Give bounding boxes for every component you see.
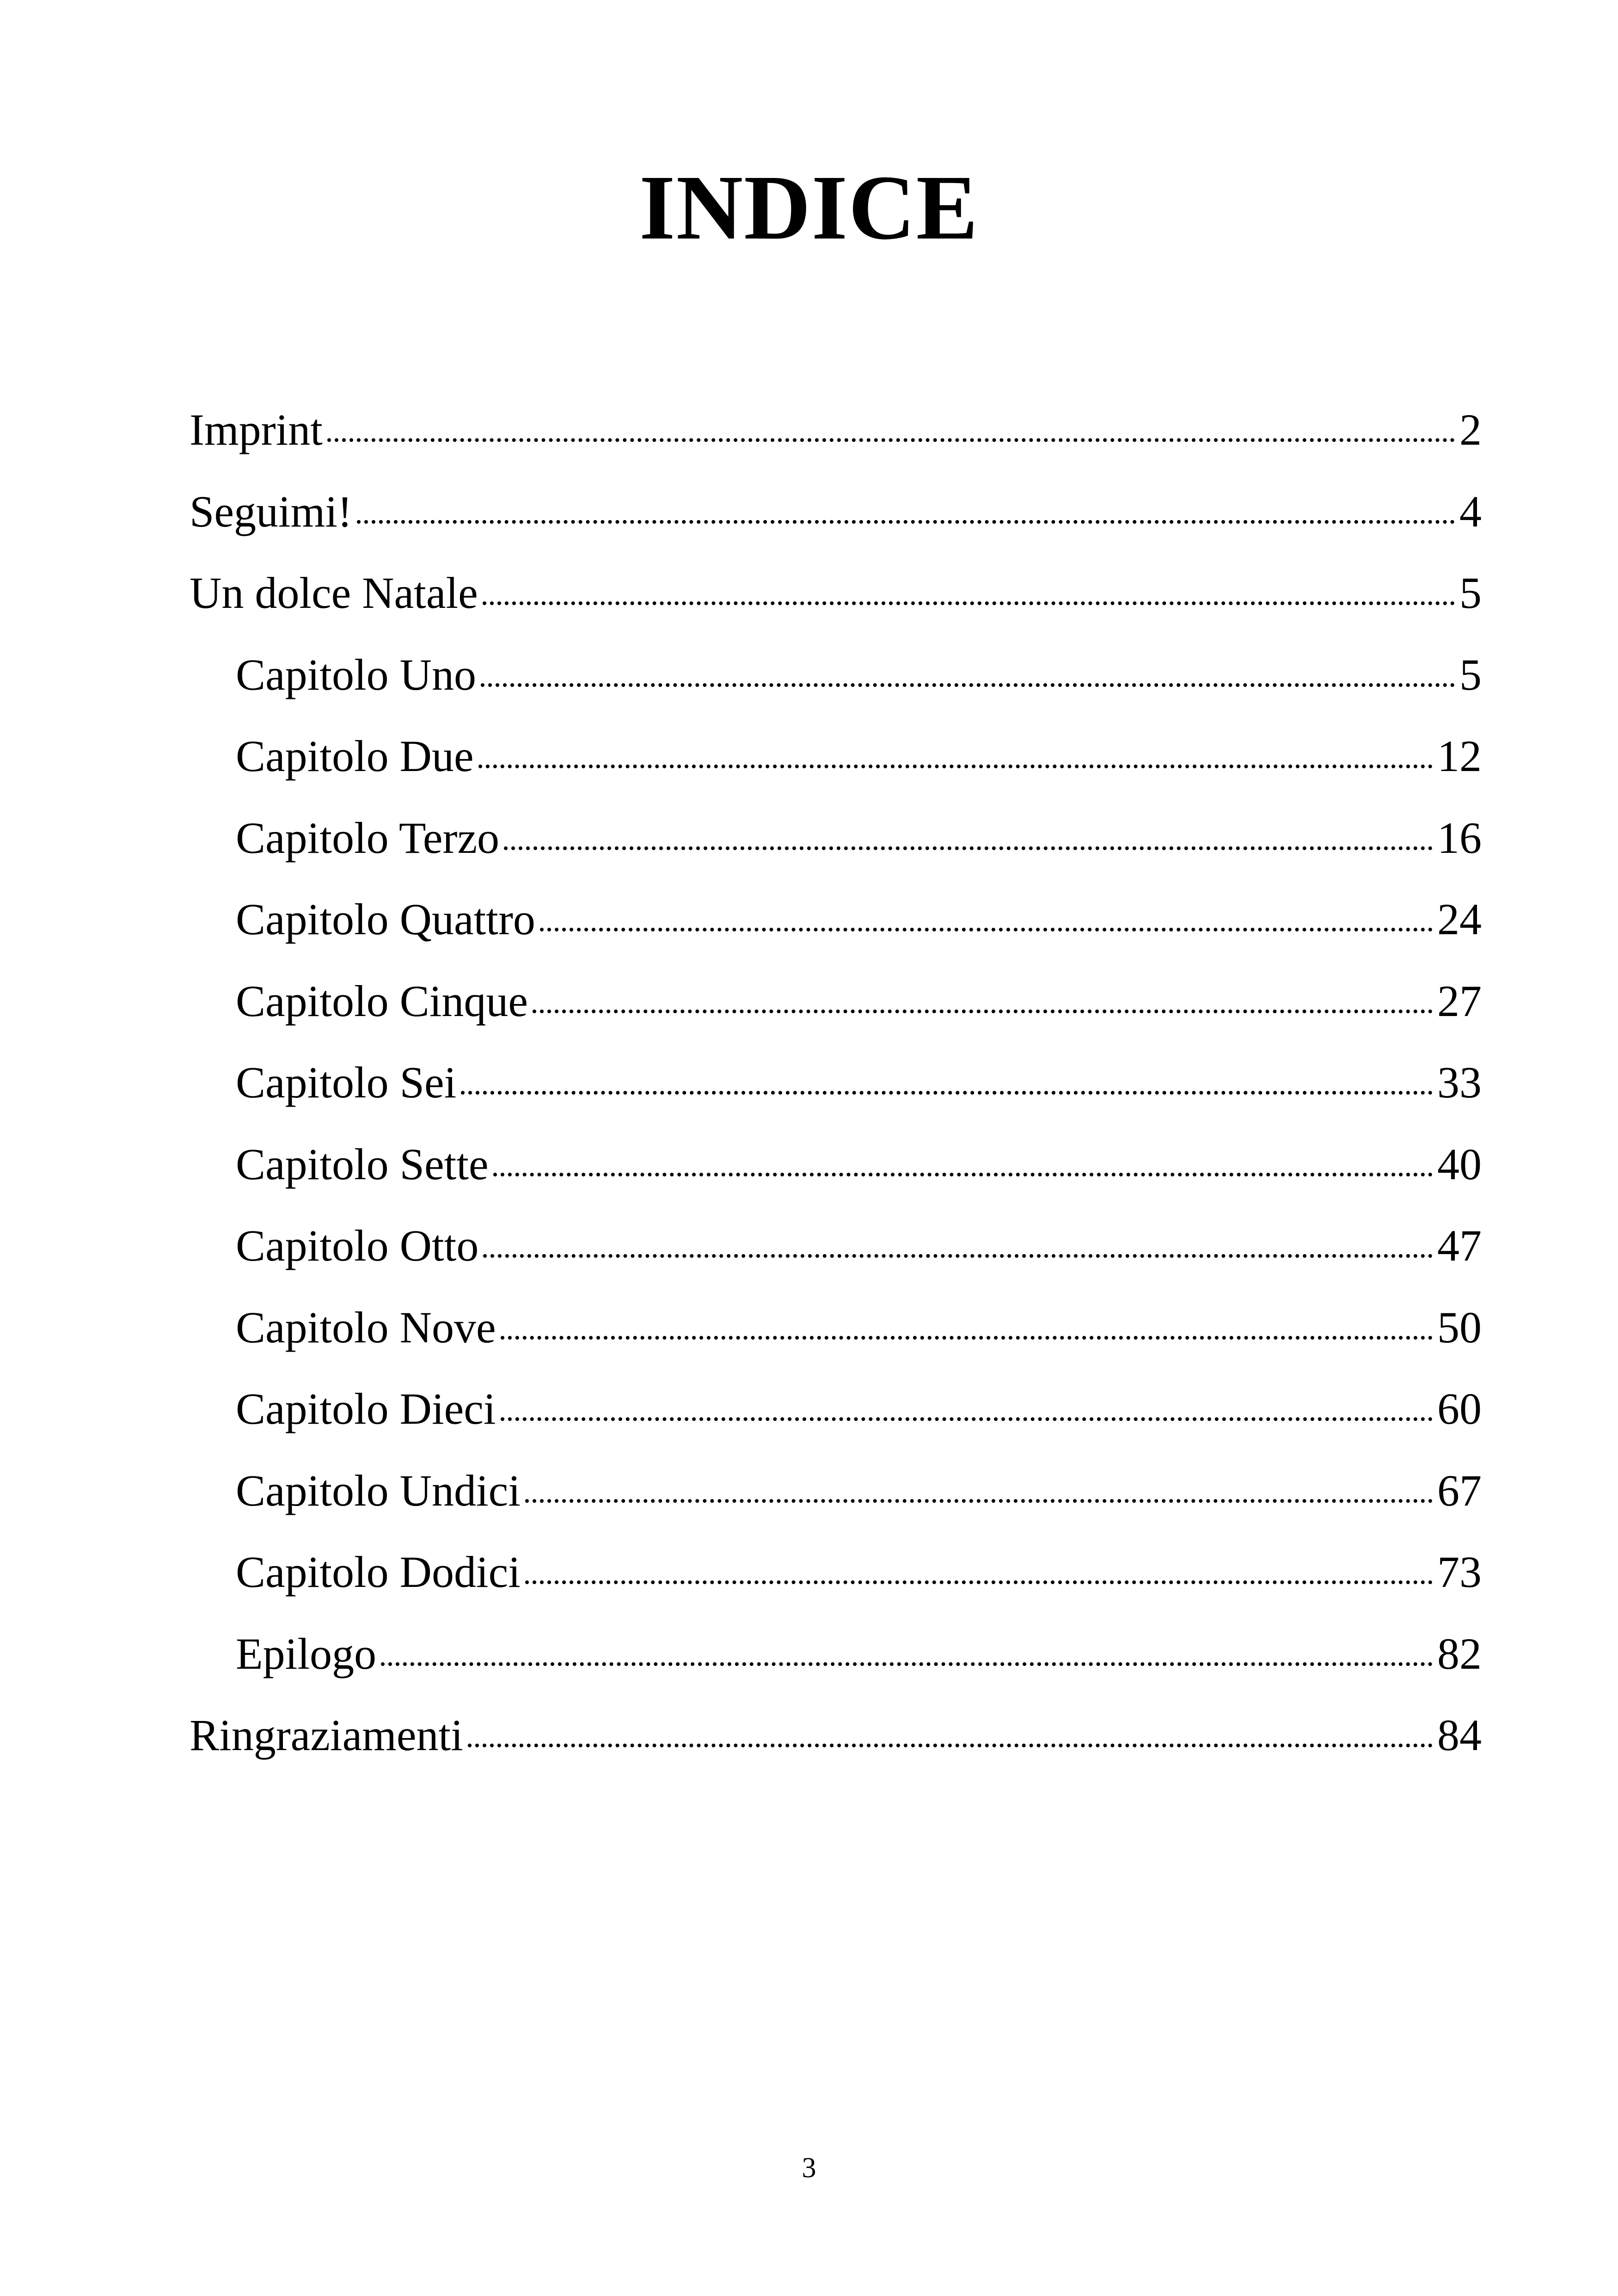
toc-entry-page: 82	[1437, 1629, 1482, 1678]
toc-dot-leader	[478, 765, 1433, 768]
toc-entry-label: Ringraziamenti	[190, 1710, 463, 1760]
toc-entry-capitolo-due[interactable]	[190, 716, 1482, 797]
toc-entry-label: Capitolo Sette	[236, 1139, 489, 1189]
toc-entry-label: Imprint	[190, 405, 323, 454]
toc-entry-ringraziamenti[interactable]	[190, 1695, 1482, 1776]
toc-entry-label: Seguimi!	[190, 486, 352, 536]
toc-dot-leader	[481, 683, 1455, 687]
toc-entry-label: Capitolo Dieci	[236, 1384, 496, 1433]
toc-dot-leader	[533, 1010, 1433, 1013]
toc-dot-leader	[504, 846, 1433, 850]
toc-entry-page: 4	[1459, 486, 1482, 536]
toc-entry-capitolo-terzo[interactable]	[190, 797, 1482, 879]
toc-entry-capitolo-dodici[interactable]	[190, 1531, 1482, 1613]
toc-dot-leader	[540, 928, 1433, 931]
toc-entry-capitolo-cinque[interactable]	[190, 961, 1482, 1042]
toc-entry-label: Un dolce Natale	[190, 568, 478, 618]
toc-entry-page: 24	[1437, 894, 1482, 944]
toc-dot-leader	[483, 1254, 1433, 1258]
toc-dot-leader	[461, 1091, 1433, 1095]
toc-entry-label: Capitolo Nove	[236, 1302, 496, 1352]
toc-entry-page: 5	[1459, 568, 1482, 618]
toc-entry-page: 47	[1437, 1221, 1482, 1270]
toc-entry-label: Capitolo Sei	[236, 1058, 457, 1107]
toc-entry-label: Capitolo Cinque	[236, 976, 528, 1026]
toc-entry-capitolo-dieci[interactable]	[190, 1368, 1482, 1450]
toc-entry-page: 27	[1437, 976, 1482, 1026]
page-title: INDICE	[639, 157, 979, 259]
toc-entry-page: 84	[1437, 1710, 1482, 1760]
toc-entry-page: 16	[1437, 813, 1482, 863]
toc-entry-page: 12	[1437, 731, 1482, 781]
toc-entry-page: 73	[1437, 1547, 1482, 1597]
toc-dot-leader	[525, 1499, 1433, 1503]
toc-dot-leader	[525, 1580, 1433, 1584]
toc-entry-page: 2	[1459, 405, 1482, 454]
toc-entry-capitolo-undici[interactable]	[190, 1450, 1482, 1532]
toc-entry-capitolo-sette[interactable]	[190, 1124, 1482, 1206]
toc-dot-leader	[381, 1662, 1433, 1666]
toc-entry-label: Capitolo Undici	[236, 1465, 521, 1515]
toc-entry-label: Capitolo Dodici	[236, 1547, 521, 1597]
toc-dot-leader	[327, 438, 1455, 442]
toc-entry-imprint[interactable]	[190, 389, 1482, 471]
toc-entry-label: Capitolo Due	[236, 731, 474, 781]
toc-dot-leader	[493, 1173, 1433, 1176]
toc-dot-leader	[501, 1417, 1433, 1421]
toc-entry-page: 60	[1437, 1384, 1482, 1433]
toc-entry-page: 40	[1437, 1139, 1482, 1189]
toc-entry-seguimi[interactable]	[190, 471, 1482, 553]
toc-entry-label: Capitolo Uno	[236, 649, 476, 699]
toc-entry-page: 33	[1437, 1058, 1482, 1107]
toc-entry-page: 5	[1459, 649, 1482, 699]
toc-entry-page: 50	[1437, 1302, 1482, 1352]
toc-entry-capitolo-nove[interactable]	[190, 1287, 1482, 1369]
toc-entry-epilogo[interactable]	[190, 1613, 1482, 1695]
toc-entry-capitolo-quattro[interactable]	[190, 879, 1482, 961]
toc-entry-label: Capitolo Terzo	[236, 813, 500, 863]
toc-entry-capitolo-otto[interactable]	[190, 1205, 1482, 1287]
toc-dot-leader	[501, 1336, 1433, 1340]
toc-dot-leader	[468, 1744, 1433, 1747]
toc-entry-label: Epilogo	[236, 1629, 376, 1678]
toc-dot-leader	[357, 520, 1455, 524]
toc-entry-capitolo-sei[interactable]	[190, 1042, 1482, 1124]
toc-entry-capitolo-uno[interactable]	[190, 634, 1482, 716]
page-number: 3	[802, 2152, 816, 2184]
toc-dot-leader	[483, 601, 1455, 605]
table-of-contents	[190, 389, 1482, 1776]
toc-entry-un-dolce-natale[interactable]	[190, 552, 1482, 634]
toc-entry-label: Capitolo Otto	[236, 1221, 479, 1270]
toc-entry-page: 67	[1437, 1465, 1482, 1515]
toc-entry-label: Capitolo Quattro	[236, 894, 535, 944]
